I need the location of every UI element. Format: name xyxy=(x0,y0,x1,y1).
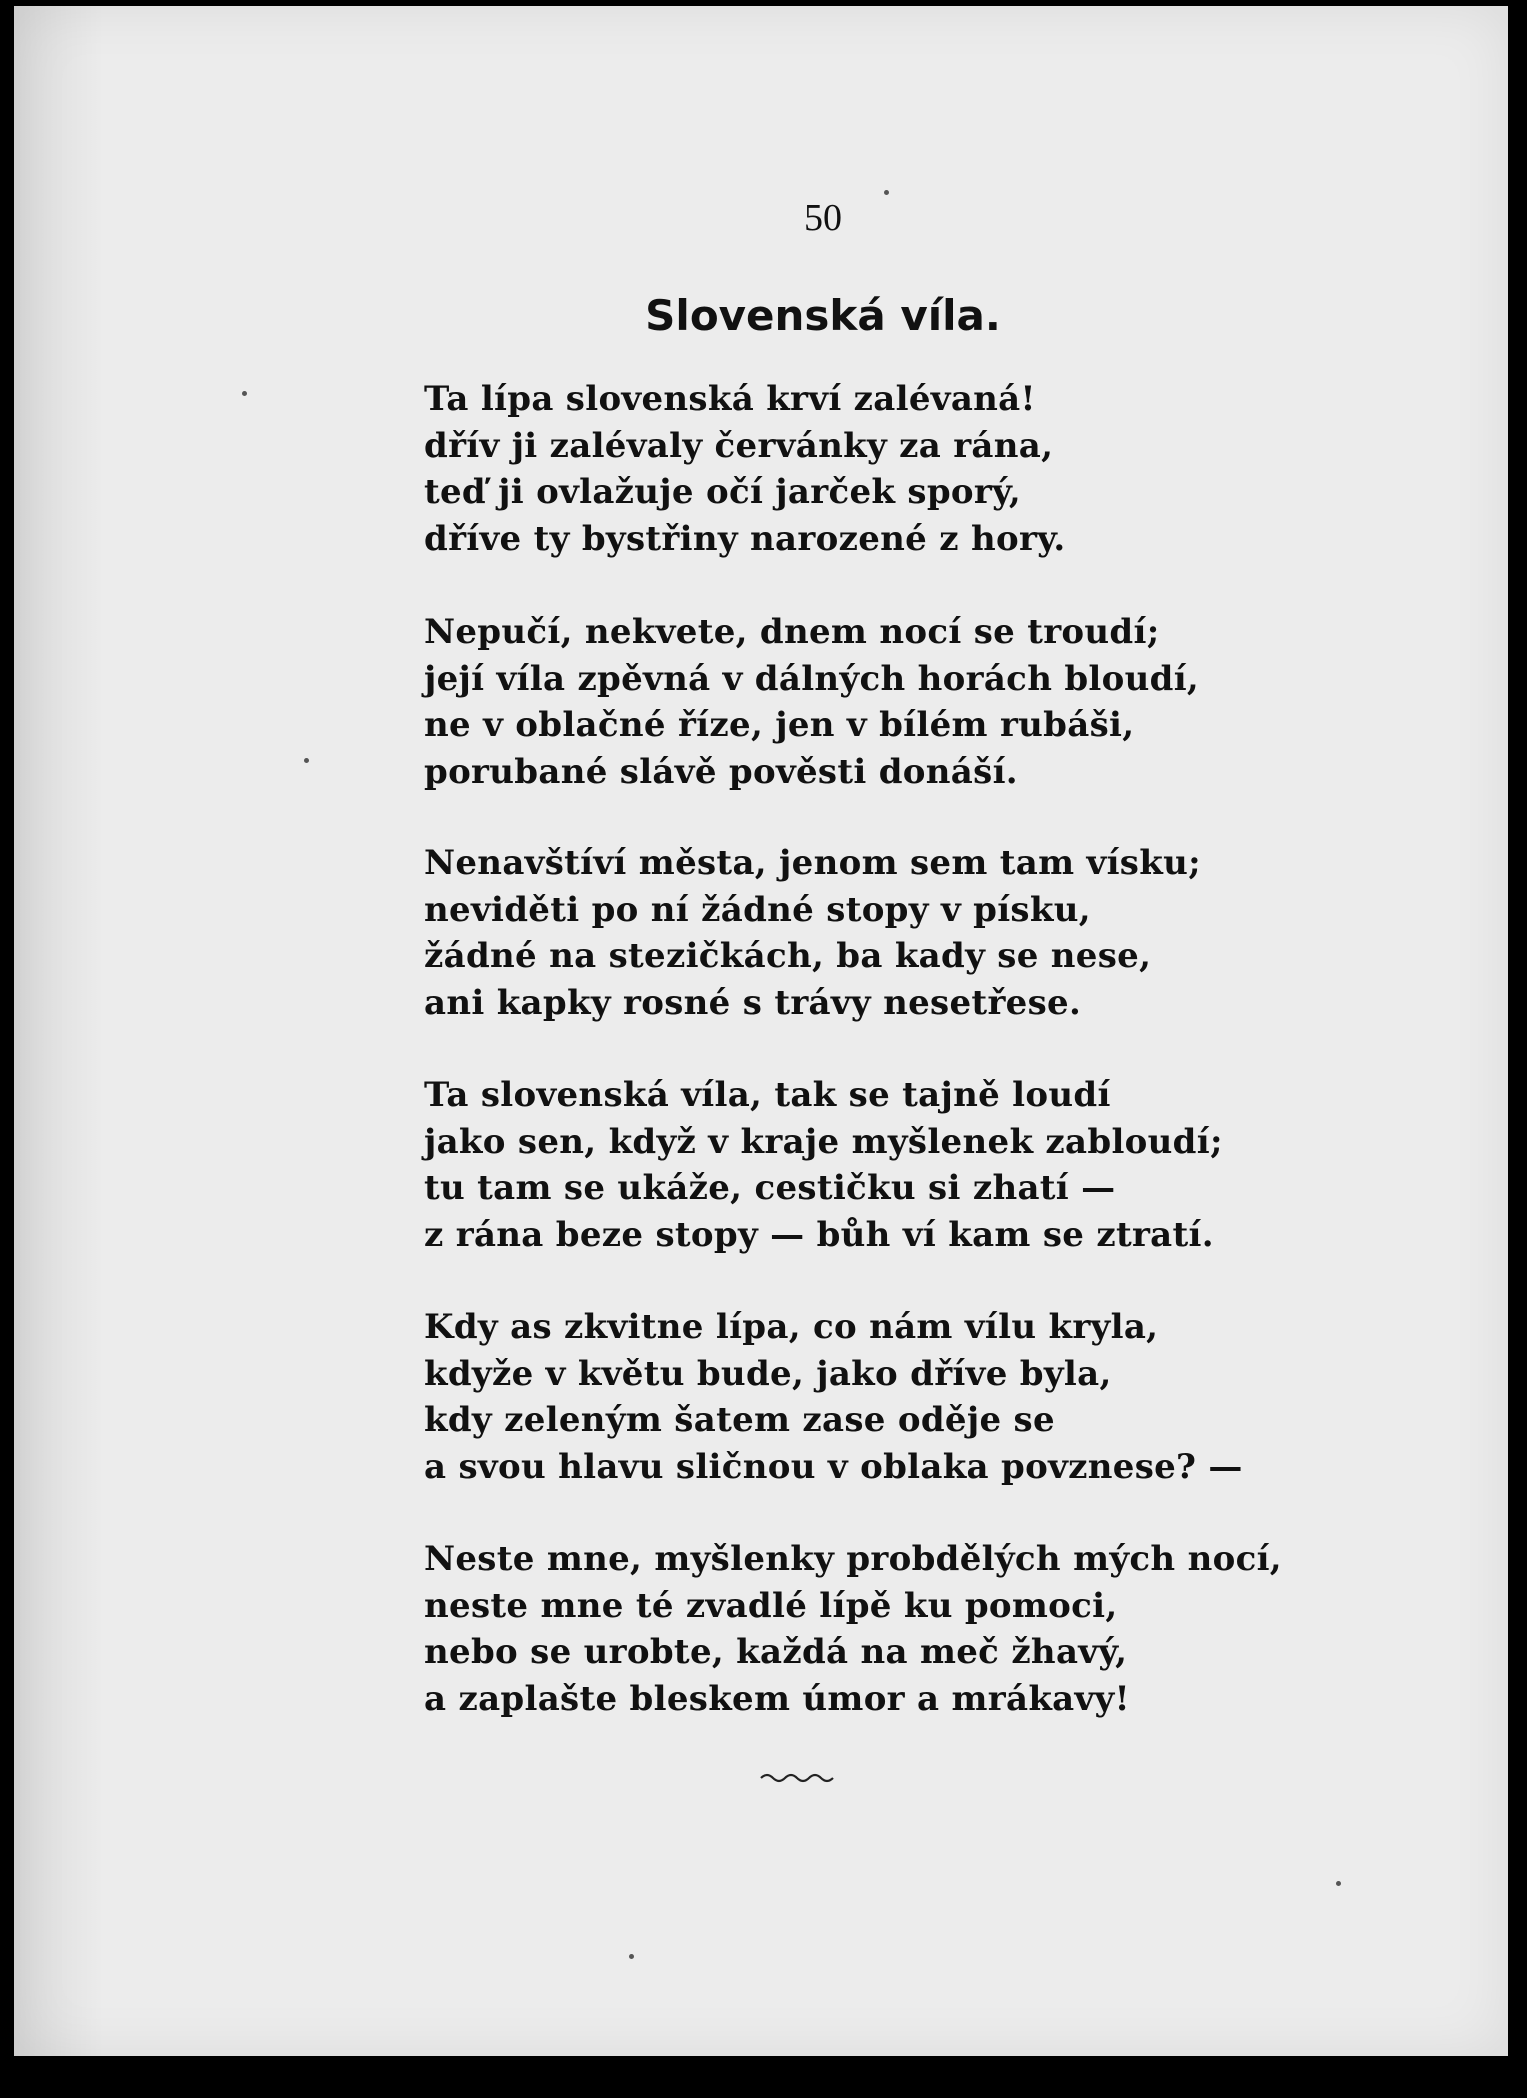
paper-speck xyxy=(304,758,309,763)
verse-line: kdyže v květu bude, jako dříve byla, xyxy=(424,1353,1112,1394)
verse-line: ani kapky rosné s trávy nesetřese. xyxy=(424,982,1082,1023)
verse-line: Neste mne, myšlenky probdělých mých nocí, xyxy=(424,1539,1282,1579)
verse-line: teď ji ovlažuje očí jarček sporý, xyxy=(424,472,1022,512)
paper-speck xyxy=(1336,1881,1341,1886)
verse-line: neviděti po ní žádné stopy v písku, xyxy=(424,889,1091,930)
stanza xyxy=(424,1536,1282,1722)
verse-line: Ta lípa slovenská krví zalévaná! xyxy=(424,379,1036,419)
verse-line: dřív ji zalévaly červánky za rána, xyxy=(424,425,1054,466)
paper-speck xyxy=(629,1954,634,1959)
book-page xyxy=(14,6,1508,2056)
verse-line: tu tam se ukáže, cestičku si zhatí — xyxy=(424,1168,1116,1208)
tailpiece-ornament xyxy=(759,1769,839,1783)
verse-line: kdy zeleným šatem zase oděje se xyxy=(424,1400,1055,1440)
verse-line: jako sen, když v kraje myšlenek zabloudí; xyxy=(424,1121,1223,1162)
verse-line: neste mne té zvadlé lípě ku pomoci, xyxy=(424,1585,1118,1626)
verse-line: a svou hlavu sličnou v oblaka povznese? — xyxy=(424,1446,1243,1487)
verse-line: z rána beze stopy — bůh ví kam se ztratí. xyxy=(424,1214,1214,1255)
verse-line: Nenavštíví města, jenom sem tam vísku; xyxy=(424,843,1201,883)
verse-line: nebo se urobte, každá na meč žhavý, xyxy=(424,1632,1128,1672)
stanza xyxy=(424,1072,1274,1258)
verse-line: Kdy as zkvitne lípa, co nám vílu kryla, xyxy=(424,1307,1159,1347)
verse-line: porubané slávě pověsti donáší. xyxy=(424,751,1018,792)
stanza xyxy=(424,840,1274,1026)
stanza xyxy=(424,609,1274,795)
stanza xyxy=(424,376,1274,562)
paper-speck xyxy=(884,190,889,195)
verse-line: ne v oblačné říze, jen v bílém rubáši, xyxy=(424,705,1135,745)
verse-line: její víla zpěvná v dálných horách bloudí, xyxy=(424,658,1200,699)
verse-line: a zaplašte bleskem úmor a mrákavy! xyxy=(424,1678,1130,1719)
verse-line: Ta slovenská víla, tak se tajně loudí xyxy=(424,1075,1111,1115)
verse-line: žádné na stezičkách, ba kady se nese, xyxy=(424,936,1152,976)
page-number: 50 xyxy=(804,197,842,239)
paper-speck xyxy=(242,391,247,396)
stanza xyxy=(424,1304,1274,1490)
poem-title: Slovenská víla. xyxy=(645,291,1001,340)
verse-line: Nepučí, nekvete, dnem nocí se troudí; xyxy=(424,612,1160,652)
verse-line: dříve ty bystřiny narozené z hory. xyxy=(424,518,1066,559)
